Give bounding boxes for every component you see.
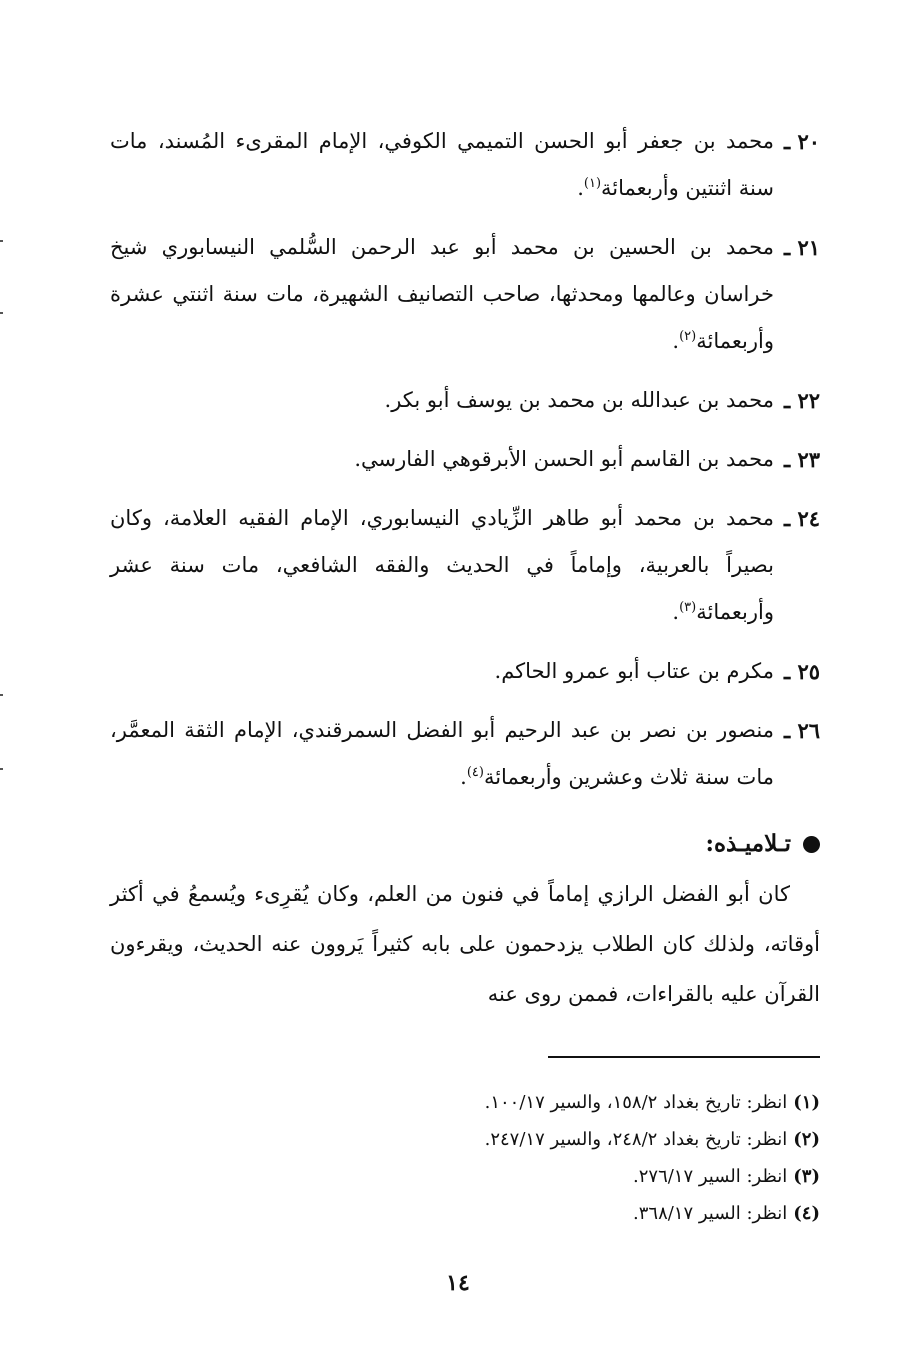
entry-24 [110,495,820,636]
entry-number: ٢٥ ـ [783,659,820,684]
footnote-number: (٢) [793,1129,820,1150]
entry-text: منصور بن نصر بن عبد الرحيم أبو الفضل السمرقندي، الإمام الثقة المعمَّر، مات سنة ثلاث وعشرين وأربعمائة$^{(٤)}$. [110,718,774,789]
entry-number: ٢٣ ـ [783,447,820,472]
scan-mark [0,312,3,314]
footnote-text: انظر: السير ٢٧٦/١٧. [633,1166,788,1187]
scan-mark [0,694,3,696]
entry-text: مكرم بن عتاب أبو عمرو الحاكم. [494,659,774,683]
entry-26 [110,707,820,801]
entry-20 [110,118,820,212]
footnote-ref[interactable]: (٤) [466,765,484,780]
page-body [110,118,820,1019]
footnotes [110,1084,820,1232]
scan-mark [0,240,3,242]
entry-text: محمد بن القاسم أبو الحسن الأبرقوهي الفارسي. [354,447,774,471]
footnote-text: انظر: السير ٣٦٨/١٧. [633,1203,788,1224]
section-heading [110,819,820,869]
footnote-text: انظر: تاريخ بغداد ١٥٨/٢، والسير ١٠٠/١٧. [484,1092,788,1113]
entry-number: ٢٦ ـ [783,718,820,743]
entry-text: محمد بن عبدالله بن محمد بن يوسف أبو بكر. [384,388,774,412]
footnote [110,1084,820,1121]
entry-number: ٢٤ ـ [783,506,820,531]
entry-number: ٢٢ ـ [783,388,820,413]
footnote-number: (٤) [793,1203,820,1224]
entry-number: ٢٠ ـ [783,129,820,154]
entry-25 [110,648,820,695]
bullet-icon [803,836,820,853]
entry-number: ٢١ ـ [783,235,820,260]
entry-text: محمد بن الحسين بن محمد أبو عبد الرحمن السُّلمي النيسابوري شيخ خراسان وعالمها ومحدثها، صاحب التصانيف الشهيرة، مات سنة اثنتي عشرة وأربعمائة$^{(٢)}$. [110,235,774,353]
entry-21 [110,224,820,365]
footnote-ref[interactable]: (٢) [679,329,697,344]
footnote [110,1121,820,1158]
entry-23 [110,436,820,483]
section-title: تـلاميـذه: [705,830,791,857]
footnote-number: (٣) [793,1166,820,1187]
entry-text: محمد بن محمد أبو طاهر الزِّيادي النيسابوري، الإمام الفقيه العلامة، وكان بصيراً بالعربية، وإماماً في الحديث والفقه الشافعي، مات سنة عشر وأربعمائة$^{(٣)}$. [110,506,774,624]
footnote-divider [548,1056,820,1058]
footnote-text: انظر: تاريخ بغداد ٢٤٨/٢، والسير ٢٤٧/١٧. [484,1129,788,1150]
footnote-number: (١) [793,1092,820,1113]
section-paragraph: كان أبو الفضل الرازي إماماً في فنون من العلم، وكان يُقرِىء ويُسمعُ في أكثر أوقاته، ولذلك كان الطلاب يزدحمون على بابه كثيراً يَروون عنه الحديث، ويقرءون القرآن عليه بالقراءات، فممن روى عنه [110,882,820,1006]
footnote [110,1158,820,1195]
footnote-ref[interactable]: (١) [583,176,602,191]
page-number: ١٤ [446,1270,470,1296]
entry-text: محمد بن جعفر أبو الحسن التميمي الكوفي، الإمام المقرىء المُسند، مات سنة اثنتين وأربعمائة$^{(١)}$. [110,129,774,200]
footnote-ref[interactable]: (٣) [679,600,697,615]
footnote [110,1195,820,1232]
entry-22 [110,377,820,424]
scan-mark [0,768,3,770]
